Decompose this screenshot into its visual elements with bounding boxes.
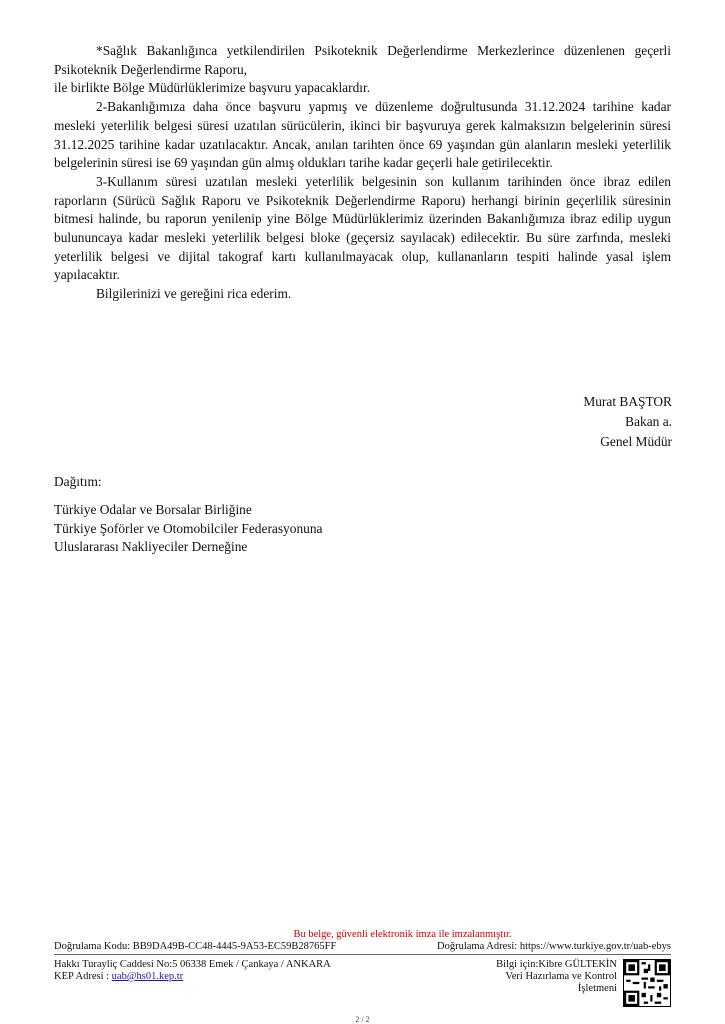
distribution-title: Dağıtım: <box>54 474 102 489</box>
kep-link[interactable]: uab@hs01.kep.tr <box>111 971 184 982</box>
footer <box>54 929 671 1007</box>
postal-address: Hakkı Turayliç Caddesi No:5 06338 Emek / Çankaya / ANKARA <box>54 959 331 970</box>
address-block <box>54 959 331 1007</box>
signatory-on-behalf: Bakan a. <box>625 414 672 429</box>
page-number: 2 / 2 <box>355 1015 370 1024</box>
signatory-name: Murat BAŞTOR <box>583 394 672 409</box>
contact-block <box>496 959 671 1007</box>
distribution-item: Türkiye Odalar ve Borsalar Birliğine <box>54 502 252 517</box>
closing-line: Bilgilerinizi ve gereğini rica ederim. <box>96 286 292 302</box>
address-row <box>54 959 671 1007</box>
distribution-item: Uluslararası Nakliyeciler Derneğine <box>54 539 248 554</box>
distribution-list <box>54 501 322 557</box>
kep-label: KEP Adresi : <box>54 971 112 982</box>
contact-person: Bilgi için:Kibre GÜLTEKİN <box>496 959 617 970</box>
verification-address[interactable]: Doğrulama Adresi: https://www.turkiye.gov.tr/uab-ebys <box>437 941 671 952</box>
contact-info <box>496 959 617 995</box>
letter-body <box>54 42 671 304</box>
paragraph-1: *Sağlık Bakanlığınca yetkilendirilen Psikoteknik Değerlendirme Merkezlerince düzenlenen geçerli Psikoteknik Değerlendirme Raporu, <box>54 43 671 77</box>
paragraph-3: 3-Kullanım süresi uzatılan mesleki yeterlilik belgesinin son kullanım tarihinden önce ibraz edilen raporların (Sürücü Sağlık Raporu ve Psikoteknik Değerlendirme Raporu) herhangi birinin geçerlilik süresinin bitmesi halinde, bu raporun yenilenip yine Bölge Müdürlüklerimiz üzerinden Bakanlığımıza ibraz edilip uygun bulununcaya kadar mesleki yeterlilik belgesi bloke (geçersiz sayılacak) edilecektir. Bu süre zarfında, mesleki yeterlilik belgesi ve dijital takograf kartı kullanılmayacak olup, kullananların tespiti halinde yasal işlem yapılacaktır. <box>54 173 671 283</box>
contact-role-cont: İşletmeni <box>577 983 617 994</box>
distribution-item: Türkiye Şoförler ve Otomobilciler Federasyonuna <box>54 520 323 536</box>
qr-code-icon <box>623 959 671 1007</box>
e-signature-note: Bu belge, güvenli elektronik imza ile imzalanmıştır. <box>293 929 512 940</box>
signatory-title: Genel Müdür <box>600 434 672 449</box>
signature-block <box>583 392 672 452</box>
kep-line <box>54 971 331 983</box>
verification-code: Doğrulama Kodu: BB9DA49B-CC48-4445-9A53-EC59B28765FF <box>54 941 337 952</box>
paragraph-1-continuation: ile birlikte Bölge Müdürlüklerimize başvuru yapacaklardır. <box>54 80 371 96</box>
contact-role: Veri Hazırlama ve Kontrol <box>505 971 617 982</box>
verification-row <box>54 941 671 955</box>
paragraph-2: 2-Bakanlığımıza daha önce başvuru yapmış ve düzenleme doğrultusunda 31.12.2024 tarihine kadar mesleki yeterlilik belgesi süresi uzatılan sürücülerin, ikinci bir başvuruya gerek kalmaksızın belgelerinin süresi 31.12.2025 tarihine kadar uzatılacaktır. Ancak, anılan tarihten önce 69 yaşından gün alanların mesleki yeterlilik belgelerinin süresi ise 69 yaşından gün almış oldukları tarihe kadar geçerli hale getirilecektir. <box>54 99 671 171</box>
